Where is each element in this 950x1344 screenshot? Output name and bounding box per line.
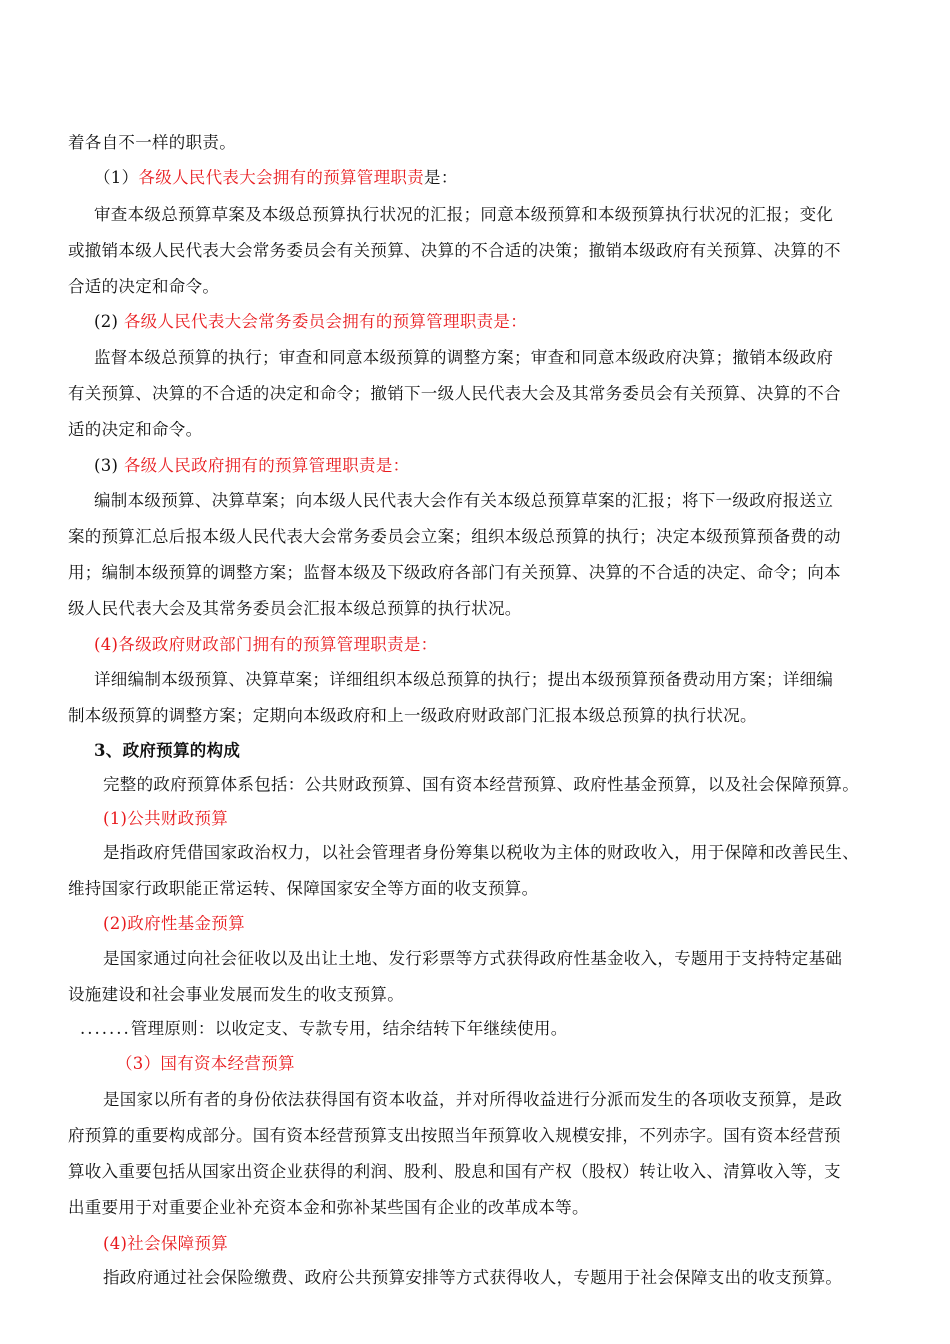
heading-number: (3): [94, 456, 119, 475]
paragraph-line: 案的预算汇总后报本级人民代表大会常务委员会立案；组织本级总预算的执行；决定本级预算预备费的动: [68, 527, 841, 546]
paragraph-line: 级人民代表大会及其常务委员会汇报本级总预算的执行状况。: [68, 599, 522, 618]
subheading-state-capital: （3）国有资本经营预算: [116, 1054, 295, 1073]
heading-number: (2): [94, 312, 119, 331]
paragraph-line: 完整的政府预算体系包括：公共财政预算、国有资本经营预算、政府性基金预算，以及社会保障预算。: [103, 775, 859, 794]
paragraph-line: 或撤销本级人民代表大会常务委员会有关预算、决算的不合适的决策；撤销本级政府有关预算、决算的不: [68, 241, 841, 260]
paragraph-line: 编制本级预算、决算草案；向本级人民代表大会作有关本级总预算草案的汇报；将下一级政府报送立: [94, 491, 834, 510]
leading-dots: .......: [80, 1019, 131, 1038]
paragraph-line: 府预算的重要构成部分。国有资本经营预算支出按照当年预算收入规模安排，不列赤字。国有资本经营预: [68, 1126, 841, 1145]
paragraph-line: 审查本级总预算草案及本级总预算执行状况的汇报；同意本级预算和本级预算执行状况的汇报；变化: [94, 205, 834, 224]
paragraph-line: 是指政府凭借国家政治权力，以社会管理者身份筹集以税收为主体的财政收入，用于保障和改善民生、: [103, 843, 859, 862]
heading-number: （1）: [94, 168, 139, 187]
principle-text: 管理原则：以收定支、专款专用，结余结转下年继续使用。: [130, 1019, 568, 1038]
paragraph-line: 用；编制本级预算的调整方案；监督本级及下级政府各部门有关预算、决算的不合适的决定、命令；向本: [68, 563, 841, 582]
heading-suffix: 是：: [424, 168, 458, 187]
paragraph-line: 是国家通过向社会征收以及出让土地、发行彩票等方式获得政府性基金收入，专题用于支持特定基础: [103, 949, 843, 968]
management-principle-line: [80, 1018, 568, 1040]
paragraph-line: 算收入重要包括从国家出资企业获得的利润、股利、股息和国有产权（股权）转让收入、清算收入等，支: [68, 1162, 841, 1181]
section-heading-finance-dept: (4)各级政府财政部门拥有的预算管理职责是：: [94, 635, 438, 654]
section-heading-npc-standing: [94, 311, 527, 333]
paragraph-line: 着各自不一样的职责。: [68, 133, 236, 152]
section-heading-government: [94, 455, 409, 477]
section-title-budget-composition: 3、政府预算的构成: [94, 741, 241, 760]
paragraph-line: 出重要用于对重要企业补充资本金和弥补某些国有企业的改革成本等。: [68, 1198, 589, 1217]
paragraph-line: 适的决定和命令。: [68, 420, 203, 439]
paragraph-line: 维持国家行政职能正常运转、保障国家安全等方面的收支预算。: [68, 879, 539, 898]
paragraph-line: 制本级预算的调整方案；定期向本级政府和上一级政府财政部门汇报本级总预算的执行状况。: [68, 706, 757, 725]
heading-title-red: 各级人民政府拥有的预算管理职责是：: [123, 456, 410, 475]
subheading-social-security: (4)社会保障预算: [103, 1234, 229, 1253]
paragraph-line: 监督本级总预算的执行；审查和同意本级预算的调整方案；审查和同意本级政府决算；撤销本级政府: [94, 348, 834, 367]
heading-title-red: 各级人民代表大会拥有的预算管理职责: [138, 168, 425, 187]
paragraph-line: 是国家以所有者的身份依法获得国有资本收益，并对所得收益进行分派而发生的各项收支预算，是政: [103, 1090, 843, 1109]
paragraph-line: 有关预算、决算的不合适的决定和命令；撤销下一级人民代表大会及其常务委员会有关预算、决算的不合: [68, 384, 841, 403]
section-heading-npc: [94, 167, 458, 189]
paragraph-line: 详细编制本级预算、决算草案；详细组织本级总预算的执行；提出本级预算预备费动用方案；详细编: [94, 670, 834, 689]
subheading-government-fund: (2)政府性基金预算: [103, 914, 245, 933]
heading-title-red: 各级人民代表大会常务委员会拥有的预算管理职责是：: [123, 312, 528, 331]
subheading-public-finance: (1)公共财政预算: [103, 809, 229, 828]
paragraph-line: 指政府通过社会保险缴费、政府公共预算安排等方式获得收人，专题用于社会保障支出的收支预算。: [103, 1268, 843, 1287]
paragraph-line: 合适的决定和命令。: [68, 277, 220, 296]
paragraph-line: 设施建设和社会事业发展而发生的收支预算。: [68, 985, 404, 1004]
